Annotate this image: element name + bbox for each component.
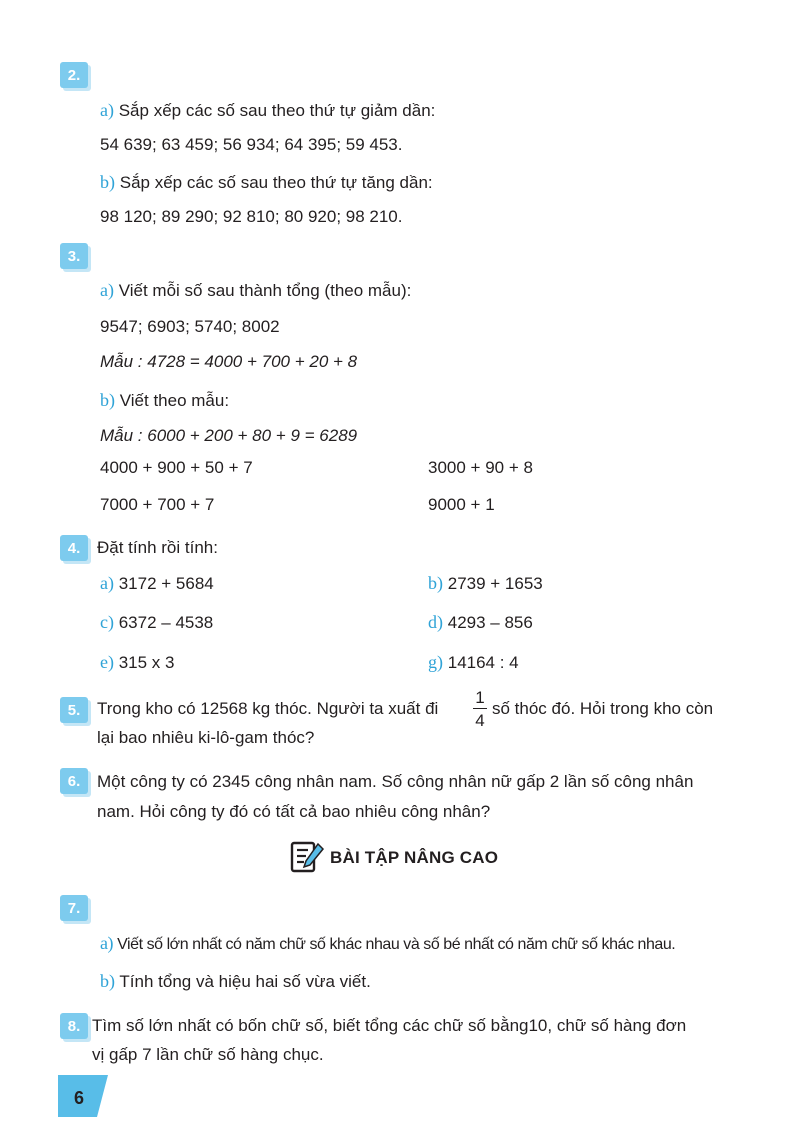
sum-expression: 3000 + 90 + 8 [428, 458, 533, 477]
exercise-7b [100, 972, 371, 990]
exercise-4-item [100, 574, 214, 592]
item-expression: 6372 – 4538 [118, 613, 214, 632]
exercise-8-line-1: Tìm số lớn nhất có bốn chữ số, biết tổng các chữ số bằng10, chữ số hàng đơn [92, 1016, 687, 1035]
exercise-7a-text: Viết số lớn nhất có năm chữ số khác nhau và số bé nhất có năm chữ số khác nhau. [117, 936, 676, 953]
item-expression: 2739 + 1653 [447, 574, 543, 593]
exercise-2b [100, 173, 433, 191]
exercise-2a [100, 101, 435, 119]
fraction-numerator: 1 [473, 689, 487, 709]
exercise-4-item [100, 653, 174, 671]
exercise-3a [100, 281, 411, 299]
exercise-6-line-2: nam. Hỏi công ty đó có tất cả bao nhiêu công nhân? [97, 802, 491, 821]
exercise-3a-numbers: 9547; 6903; 5740; 8002 [100, 317, 280, 336]
fraction-denominator: 4 [475, 711, 485, 730]
item-marker: g) [428, 652, 443, 672]
edit-note-icon [288, 838, 326, 876]
exercise-5-text-before: Trong kho có 12568 kg thóc. Người ta xuất đi [97, 699, 439, 718]
exercise-4-item [428, 653, 519, 671]
page-number: 6 [74, 1088, 85, 1108]
exercise-4-title: Đặt tính rồi tính: [97, 538, 218, 557]
part-b-marker: b) [100, 971, 115, 991]
fraction-one-quarter [473, 689, 487, 729]
exercise-3b-text: Viết theo mẫu: [119, 391, 230, 410]
item-marker: d) [428, 612, 443, 632]
item-expression: 14164 : 4 [447, 653, 519, 672]
item-marker: b) [428, 573, 443, 593]
exercise-4-badge: 4. [60, 535, 88, 561]
exercise-7-badge: 7. [60, 895, 88, 921]
sum-expression: 9000 + 1 [428, 495, 495, 514]
exercise-2a-text: Sắp xếp các số sau theo thứ tự giảm dần: [118, 101, 436, 120]
exercise-2b-text: Sắp xếp các số sau theo thứ tự tăng dần: [119, 173, 433, 192]
item-marker: a) [100, 573, 114, 593]
part-b-marker: b) [100, 390, 115, 410]
advanced-heading [288, 838, 498, 876]
exercise-2-badge: 2. [60, 62, 88, 88]
item-expression: 4293 – 856 [447, 613, 533, 632]
part-b-marker: b) [100, 172, 115, 192]
sum-expression: 7000 + 700 + 7 [100, 495, 215, 514]
item-marker: c) [100, 612, 114, 632]
exercise-8-badge: 8. [60, 1013, 88, 1039]
exercise-3a-text: Viết mỗi số sau thành tổng (theo mẫu): [118, 281, 412, 300]
exercise-6-line-1: Một công ty có 2345 công nhân nam. Số công nhân nữ gấp 2 lần số công nhân [97, 772, 694, 791]
item-expression: 315 x 3 [118, 653, 175, 672]
advanced-title: BÀI TẬP NÂNG CAO [330, 847, 499, 867]
exercise-2a-numbers: 54 639; 63 459; 56 934; 64 395; 59 453. [100, 135, 403, 154]
exercise-3b [100, 391, 229, 409]
exercise-5-line-2: lại bao nhiêu ki-lô-gam thóc? [97, 728, 315, 747]
exercise-4-item [428, 613, 533, 631]
exercise-5-text-after: số thóc đó. Hỏi trong kho còn [492, 699, 714, 718]
exercise-7b-text: Tính tổng và hiệu hai số vừa viết. [119, 972, 371, 991]
exercise-2b-numbers: 98 120; 89 290; 92 810; 80 920; 98 210. [100, 207, 403, 226]
exercise-8-line-2: vị gấp 7 lần chữ số hàng chục. [92, 1045, 324, 1064]
exercise-3-badge: 3. [60, 243, 88, 269]
part-a-marker: a) [100, 280, 114, 300]
sum-expression: 4000 + 900 + 50 + 7 [100, 458, 253, 477]
item-expression: 3172 + 5684 [118, 574, 214, 593]
exercise-3b-example: Mẫu : 6000 + 200 + 80 + 9 = 6289 [100, 426, 358, 445]
exercise-5-badge: 5. [60, 697, 88, 723]
exercise-6-badge: 6. [60, 768, 88, 794]
exercise-4-item [428, 574, 543, 592]
exercise-4-item [100, 613, 213, 631]
part-a-marker: a) [100, 933, 114, 953]
part-a-marker: a) [100, 100, 114, 120]
exercise-7a [100, 934, 675, 953]
item-marker: e) [100, 652, 114, 672]
exercise-3a-example: Mẫu : 4728 = 4000 + 700 + 20 + 8 [100, 352, 358, 371]
